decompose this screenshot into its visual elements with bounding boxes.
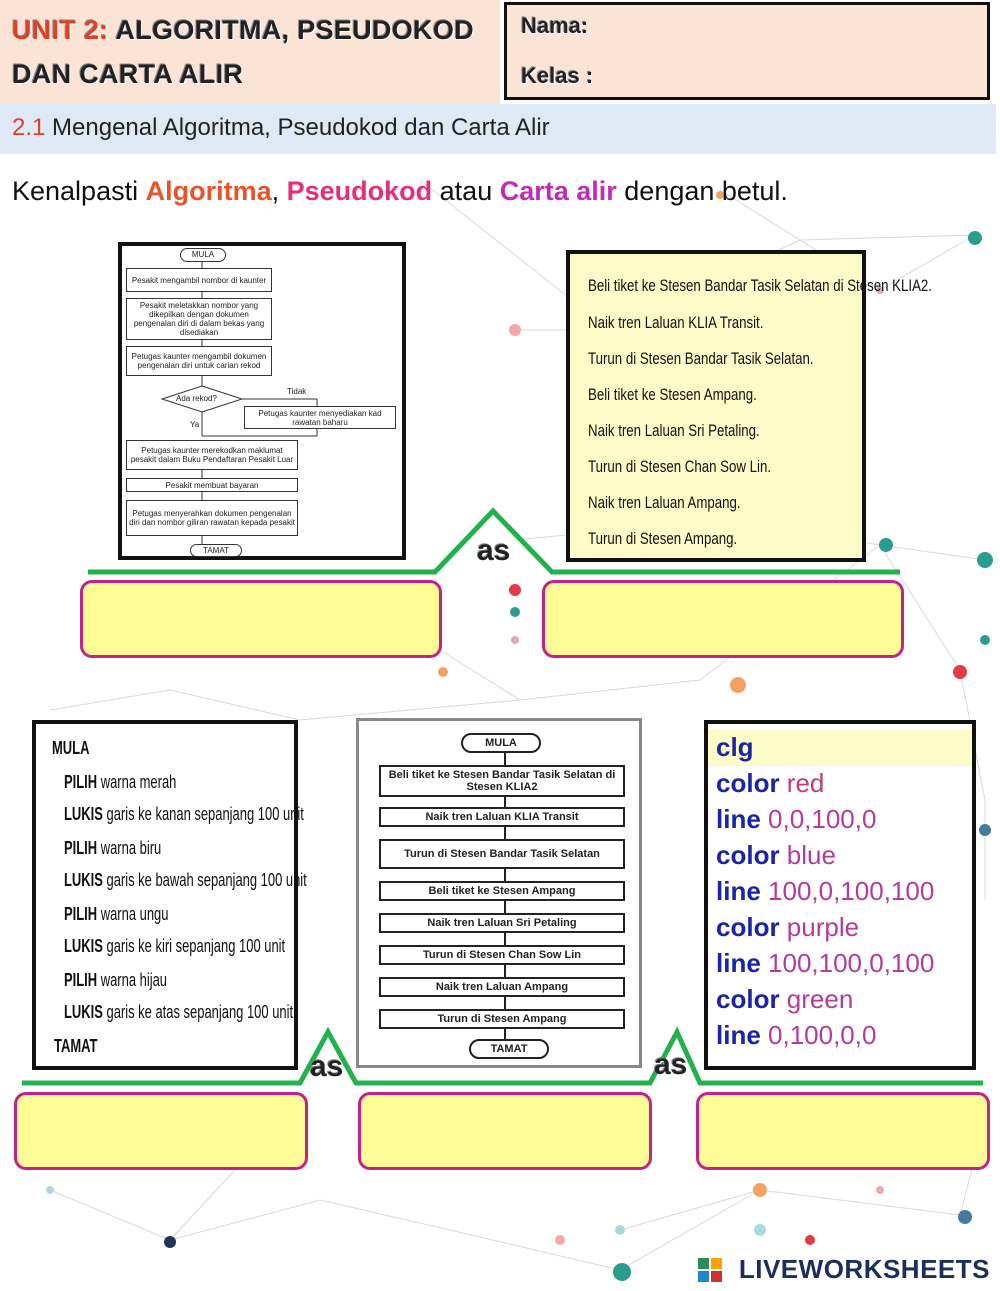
pseudo-line-3: PILIH warna biru [64,838,162,858]
fc1-step-2: Pesakit meletakkan nombor yang dikepilkan dengan dokumen pengenalan diri di dalam bekas yang disediakan [126,298,272,340]
fc1-side-step: Petugas kaunter menyediakan kad rawatan baharu [244,406,396,429]
algo-line-7: Naik tren Laluan Ampang. [588,493,741,512]
fc2-step-7: Naik tren Laluan Ampang [379,977,625,997]
fc1-end: TAMAT [190,544,242,557]
algo-line-6: Turun di Stesen Chan Sow Lin. [588,457,772,476]
nama-label: Nama: [521,13,589,38]
subheading-number: 2.1 [12,114,46,141]
fc1-step-5: Pesakit membuat bayaran [126,478,298,492]
fc2-step-3: Turun di Stesen Bandar Tasik Selatan [379,839,625,869]
pseudo-line-8: LUKIS garis ke atas sepanjang 100 unit [64,1002,294,1022]
code-line-8: line 0,100,0,0 [716,1020,877,1050]
term-pseudokod: Pseudokod [286,176,433,206]
pseudo-line-7: PILIH warna hijau [64,970,168,990]
code-line-3: color blue [716,840,836,870]
as-label-3: as [654,1048,688,1081]
fc2-start: MULA [461,733,541,753]
answer-box-5[interactable] [696,1092,990,1170]
kelas-label: Kelas : [521,63,594,88]
pseudocode-panel [32,720,307,1070]
pseudo-tamat: TAMAT [54,1036,98,1056]
unit-title-line2: DAN CARTA ALIR [12,59,244,89]
answer-box-2[interactable] [542,580,904,658]
pseudo-line-6: LUKIS garis ke kiri sepanjang 100 unit [64,936,286,956]
code-clg: clg [716,732,754,762]
answer-box-4[interactable] [358,1092,652,1170]
algorithm-list-panel [566,250,932,562]
code-line-7: color green [716,984,854,1014]
fc1-step-4: Petugas kaunter merekodkan maklumat pesakit dalam Buku Pendaftaran Pesakit Luar [126,440,298,470]
answer-box-3[interactable] [14,1092,308,1170]
fc1-step-6: Petugas menyerahkan dokumen pengenalan diri dan nombor giliran rawatan kepada pesakit [126,500,298,536]
instruction-atau: atau [432,176,500,206]
algo-line-5: Naik tren Laluan Sri Petaling. [588,421,760,440]
as-label-2: as [310,1050,344,1083]
fc1-decision: Ada rekod? [176,394,217,403]
flowchart-train [356,718,642,1068]
code-line-1: color red [716,768,825,798]
fc2-end: TAMAT [469,1039,549,1059]
fc1-start: MULA [180,248,226,262]
unit-title-line1: ALGORITMA, PSEUDOKOD [115,15,474,45]
code-line-2: line 0,0,100,0 [716,804,877,834]
pseudo-line-5: PILIH warna ungu [64,904,169,924]
code-panel [704,720,976,1070]
fc1-step-3: Petugas kaunter mengambil dokumen pengenalan diri untuk carian rekod [126,346,272,376]
algo-line-8: Turun di Stesen Ampang. [588,529,738,548]
algo-line-2: Naik tren Laluan KLIA Transit. [588,313,764,332]
instruction-end: dengan betul. [616,176,788,206]
code-line-6: line 100,100,0,100 [716,948,935,978]
fc2-step-1: Beli tiket ke Stesen Bandar Tasik Selatan di Stesen KLIA2 [379,765,625,797]
fc2-step-4: Beli tiket ke Stesen Ampang [379,881,625,901]
flowchart-hospital [118,242,406,560]
pseudo-line-4: LUKIS garis ke bawah sepanjang 100 unit [64,870,307,890]
algo-line-4: Beli tiket ke Stesen Ampang. [588,385,757,404]
fc1-no-label: Tidak [287,387,307,396]
liveworksheets-logo-icon [698,1258,722,1282]
as-label-1: as [477,534,511,567]
liveworksheets-brand[interactable]: LIVEWORKSHEETS [738,1254,990,1284]
term-carta-alir: Carta alir [499,176,617,206]
pseudo-line-1: PILIH warna merah [64,772,177,792]
algo-line-3: Turun di Stesen Bandar Tasik Selatan. [588,349,814,368]
subheading-text: Mengenal Algoritma, Pseudokod dan Carta Alir [52,114,550,141]
fc2-step-6: Turun di Stesen Chan Sow Lin [379,945,625,965]
fc1-yes-label: Ya [190,420,200,429]
algo-line-1: Beli tiket ke Stesen Bandar Tasik Selatan di Stesen KLIA2. [588,276,932,295]
fc1-step-1: Pesakit mengambil nombor di kaunter [126,268,272,292]
instruction-start: Kenalpasti [12,176,146,206]
pseudo-line-2: LUKIS garis ke kanan sepanjang 100 unit [64,804,304,824]
fc2-step-8: Turun di Stesen Ampang [379,1009,625,1029]
pseudo-mula: MULA [52,738,90,758]
instruction-comma: , [271,176,287,206]
unit-prefix: UNIT 2: [12,15,109,45]
fc2-step-5: Naik tren Laluan Sri Petaling [379,913,625,933]
code-line-5: color purple [716,912,860,942]
term-algoritma: Algoritma [145,176,272,206]
fc2-step-2: Naik tren Laluan KLIA Transit [379,807,625,827]
answer-box-1[interactable] [80,580,442,658]
code-line-4: line 100,0,100,100 [716,876,935,906]
